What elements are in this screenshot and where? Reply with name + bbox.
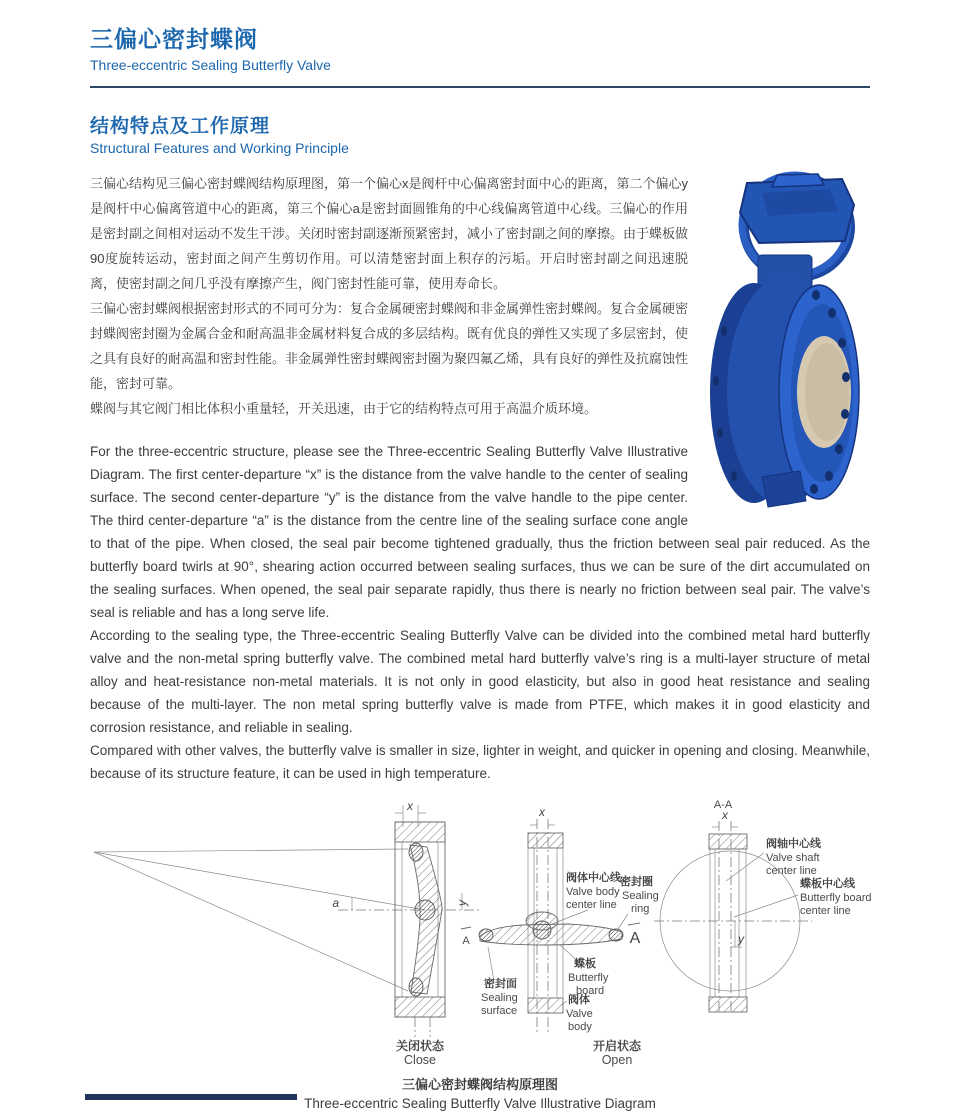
sealing-surface-label-en2: surface <box>481 1004 518 1017</box>
sealing-ring-label-cn: 密封圈 <box>620 875 653 888</box>
dim-x-left-label: x <box>407 798 413 813</box>
dim-a-label: a <box>332 895 339 910</box>
cn-paragraph-2: 三偏心密封蝶阀根据密封形式的不同可分为：复合金属硬密封蝶阀和非金属弹性密封蝶阀。复合金属硬密封蝶阀密封圈为金属合金和耐高温非金属材料复合成的多层结构。既有优良的弹性又实现了多层密封，使之具有良好的耐高温和密封性能。非金属弹性密封蝶阀密封圈为聚四氟乙烯，具有良好的弹性及抗腐蚀性能，密封可靠。 <box>90 300 689 391</box>
valve-structure-diagram <box>90 797 890 1069</box>
sealing-surface-label-cn: 密封面 <box>484 977 517 990</box>
section-aa-diagram <box>654 799 872 1013</box>
sealing-surface-label-en1: Sealing <box>481 991 518 1004</box>
closed-state-caption-en: Close <box>404 1052 436 1067</box>
dim-x-middle-label: x <box>539 804 545 819</box>
sealing-ring-label-en1: Sealing <box>622 889 659 902</box>
page-header <box>90 26 870 88</box>
illustrative-diagram-figure <box>90 797 870 1111</box>
butterfly-valve-image <box>702 171 950 511</box>
gearbox-cap <box>772 174 824 187</box>
dim-x-right-label: x <box>722 807 728 822</box>
valve-body-centerline-label-en1: Valve body <box>566 885 620 898</box>
closed-state-diagram <box>94 799 482 1067</box>
cn-paragraph-1: 三偏心结构见三偏心密封蝶阀结构原理图，第一个偏心x是阀杆中心偏离密封面中心的距离，第二个偏心y是阀杆中心偏离管道中心的距离，第三个偏心a是密封面圆锥角的中心线偏离管道中心线。三偏心的作用是密封副之间相对运动不发生干涉。关闭时密封副逐渐预紧密封，减小了密封副之间的摩擦。由于蝶板做90度旋转运动，密封面之间产生剪切作用。可以清楚密封面上积存的污垢。开启时密封副之间迅速脱离，使密封副之间几乎没有摩擦产生，阀门密封性能可靠，使用寿命长。 <box>90 175 689 291</box>
valve-body-label-en2: body <box>568 1020 592 1033</box>
section-heading-cn: 结构特点及工作原理 <box>90 115 271 137</box>
en-paragraph-1: For the three-eccentric structure, please see the Three-eccentric Sealing Butterfly Valve Illustrative Diagram. The first center-departure “x” is the distance from the valve handle to the center of sealing surface. The second center-departure “y” is the distance from the valve handle to the pipe center. The third center-departure “a” is the distance from the centre line of the sealing surface cone angle to that of the pipe. When closed, the seal pair become tightened gradually, thus the friction between seal pair reduced. As the butterfly board twirls at 90°, shearing action occurred between sealing surfaces, thus we can be sure of the dirt accumulated on the sealing surfaces. When opened, the seal pair separate rapidly, thus there is nearly no friction between seal pair. The valve’s seal is reliable and has a long serve life. <box>90 443 870 620</box>
valve-body-centerline-label-en2: center line <box>566 898 617 911</box>
header-rule <box>90 86 870 88</box>
section-mark-a-left: A <box>462 934 470 947</box>
valve-shaft-centerline-label-en2: center line <box>766 864 817 877</box>
valve-body-label-cn: 阀体 <box>568 993 590 1006</box>
valve-body-label-en1: Valve <box>566 1007 593 1020</box>
butterfly-board-centerline-label-cn: 蝶板中心线 <box>800 877 855 890</box>
section-aa-title: A-A <box>713 798 733 811</box>
en-paragraph-3: Compared with other valves, the butterfly valve is smaller in size, lighter in weight, and quicker in opening and closing. Meanwhile, because of its structure feature, it can be used in high temperature. <box>90 742 870 781</box>
en-paragraph-2: According to the sealing type, the Three-eccentric Sealing Butterfly Valve can be divided into the combined metal hard butterfly valve and the non-metal spring butterfly valve. The combined metal hard butterfly valve’s ring is a multi-layer structure of metal alloy and heat-resistance non-metal materials. It is not only in good elasticity, but also in good heat resistance and sealing because of the multi-layer. The non metal spring butterfly valve is made from PTFE, which makes it in good elasticity and corrosion resistance, and reliable in sealing. <box>90 627 870 735</box>
sealing-ring-label-en2: ring <box>631 902 650 915</box>
page-title-cn: 三偏心密封蝶阀 <box>90 26 258 52</box>
open-state-caption-cn: 开启状态 <box>592 1038 642 1053</box>
footer-accent-bar <box>85 1094 297 1100</box>
butterfly-board-centerline-label-en1: Butterfly board <box>800 891 872 904</box>
figure-caption-en: Three-eccentric Sealing Butterfly Valve Illustrative Diagram <box>304 1095 656 1111</box>
section-heading <box>90 111 870 156</box>
closed-state-caption-cn: 关闭状态 <box>395 1038 445 1053</box>
section-mark-a-right: A <box>629 929 641 947</box>
page-title-en: Three-eccentric Sealing Butterfly Valve <box>90 56 331 73</box>
dim-y-left-label: y <box>455 899 469 906</box>
butterfly-board-label-en2: board <box>576 984 605 997</box>
figure-caption <box>90 1074 870 1111</box>
valve-shaft-centerline-label-cn: 阀轴中心线 <box>766 837 821 850</box>
butterfly-board-label-cn: 蝶板 <box>574 957 596 970</box>
bore-shade <box>805 343 849 441</box>
bottom-boss <box>762 471 806 507</box>
valve-shaft-centerline-label-en1: Valve shaft <box>766 851 820 864</box>
open-state-caption-en: Open <box>601 1052 633 1067</box>
dim-y-right-label: y <box>738 931 744 946</box>
cn-paragraph-3: 蝶阀与其它阀门相比体积小重量轻，开关迅速，由于它的结构特点可用于高温介质环境。 <box>90 400 598 416</box>
figure-caption-cn: 三偏心密封蝶阀结构原理图 <box>401 1076 558 1092</box>
section-heading-en: Structural Features and Working Principle <box>90 139 349 156</box>
valve-photo <box>700 171 870 511</box>
butterfly-board-label-en1: Butterfly <box>568 971 609 984</box>
open-state-diagram <box>461 805 659 1067</box>
butterfly-board-centerline-label-en2: center line <box>800 904 851 917</box>
body-content <box>90 171 870 785</box>
valve-body-centerline-label-cn: 阀体中心线 <box>566 871 621 884</box>
